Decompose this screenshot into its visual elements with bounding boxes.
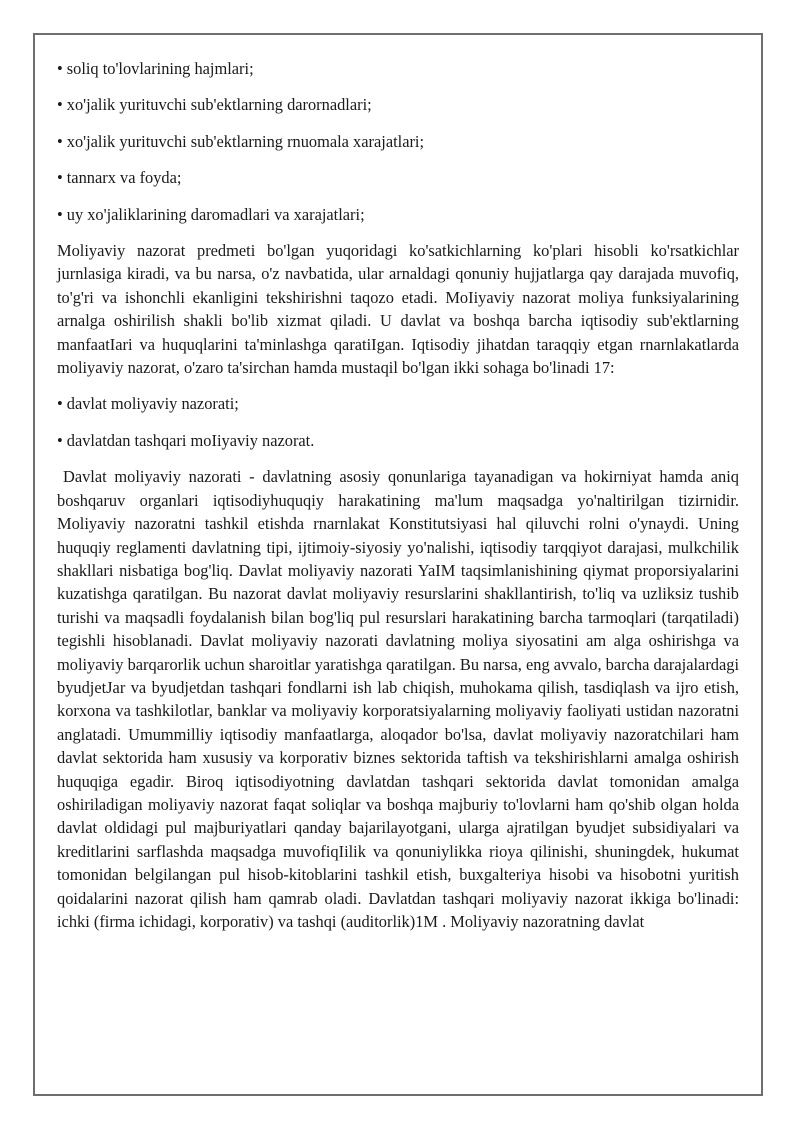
bullet-icon: • <box>57 95 63 115</box>
list-item <box>57 392 739 415</box>
list-item-text: davlat moliyaviy nazorati; <box>66 394 239 414</box>
bullet-icon: • <box>57 59 63 78</box>
bullet-icon: • <box>57 204 63 224</box>
list-item-text: tannarx va foyda; <box>66 168 182 188</box>
list-item <box>57 57 739 80</box>
list-item-text: davlatdan tashqari moIiyaviy nazorat. <box>66 430 315 450</box>
list-item-text: soliq to'lovlarining hajmlari; <box>66 59 254 78</box>
list-item <box>57 166 739 189</box>
list-item <box>57 203 739 226</box>
list-item <box>57 93 739 116</box>
paragraph-state-control: Davlat moliyaviy nazorati - davlatning asosiy qonunlariga tayanadigan va hokirniyat hamda aniq boshqaruv organlari iqtisodiyhuquqiy harakatining ma'lum maqsadga yo'naltirilgan tizirnidir. Moliyaviy nazoratni tashkil etishda rnarnlakat Konstitutsiyasi hal qiluvchi rolni o'ynaydi. Uning huquqiy reglamenti davlatning tipi, ijtimoiy-siyosiy yo'nalishi, iqtisodiy tarqqiyot darajasi, mulkchilik shakllari nisbatiga bog'liq. Davlat moliyaviy nazorati YaIM taqsimlanishining qiymat proporsiyalarini kuzatishga qaratilgan. Bu nazorat davlat moliyaviy resurslarini shakllantirish, to'liq va uzliksiz tushib turishi va maqsadli foydalanish bilan bog'liq pul resurslari harakatining barcha tarmoqlari (tarqatiladi) tegishli hisoblanadi. Davlat moliyaviy nazorati davlatning moliya siyosatini am alga oshirishga va moliyaviy barqarorlik uchun sharoitlar yaratishga qaratilgan. Bu narsa, eng avvalo, barcha darajalardagi byudjetJar va byudjetdan tashqari fondlarni ish lab chiqish, muhokama qilish, tasdiqlash va ijro etish, korxona va tashkilotlar, banklar va moliyaviy korporatsiyalarning moliyaviy faoliyati ustidan nazoratni anglatadi. Umummilliy iqtisodiy manfaatlarga, aloqador bo'lsa, davlat moliyaviy nazoratchilari ham davlat sektorida ham xususiy va korporativ biznes sektorida taftish va tekshirishlarni amalga oshirish huquqiga egadir. Biroq iqtisodiyotning davlatdan tashqari sektorida davlat tomonidan amalga oshiriladigan moliyaviy nazorat faqat soliqlar va boshqa majburiy to'lovlarni ham qo'shib olgan holda davlat oldidagi pul majburiyatlari qanday bajarilayotgani, ularga ajratilgan byudjet subsidiyalari va kreditlarini sarflashda maqsadga muvofiqIilik va qonuniylikka rioya qilinishi, shuningdek, hukumat tomonidan belgilangan pul hisob-kitoblarini tashkil etish, buxgalteriya hisobi va hisobotni yuritish qoidalarini nazorat qilish ham qamrab oladi. Davlatdan tashqari moliyaviy nazorat ikkiga bo'linadi: ichki (firma ichidagi, korporativ) va tashqi (auditorlik)1M . Moliyaviy nazoratning davlat <box>57 467 739 931</box>
bullet-icon: • <box>57 131 63 151</box>
bullet-icon: • <box>57 394 63 414</box>
bullet-icon: • <box>57 430 63 450</box>
list-item-text: xo'jalik yurituvchi sub'ektlarning rnuomala xarajatlari; <box>66 131 425 151</box>
list-item-text: xo'jalik yurituvchi sub'ektlarning darornadlari; <box>66 95 372 115</box>
list-item-text: uy xo'jaliklarining daromadlari va xarajatlari; <box>66 204 365 224</box>
list-item <box>57 130 739 153</box>
list-item <box>57 429 739 452</box>
page-frame <box>33 33 763 1096</box>
paragraph-subject: Moliyaviy nazorat predmeti bo'lgan yuqoridagi ko'satkichlarning ko'plari hisobli ko'rsatkichlar jurnlasiga kiradi, va bu narsa, o'z navbatida, ular arnaldagi qonuniy hujjatlarga qay darajada muvofiq, to'g'ri va ishonchli ekanligini tekshirishni taqozo etadi. MoIiyaviy nazorat moliya funksiyalarining arnalga oshirilish shakli bo'lib xizmat qiladi. U davlat va boshqa barcha iqtisodiy sub'ektlarning manfaatIari va huquqlarini ta'minlashga qaratiIgan. Iqtisodiy jihatdan taraqqiy etgan rnarnlakatlarda moliyaviy nazorat, o'zaro ta'sirchan hamda mustaqil bo'lgan ikki sohaga bo'linadi 17: <box>57 241 739 378</box>
document-body <box>57 57 739 933</box>
bullet-icon: • <box>57 168 63 188</box>
